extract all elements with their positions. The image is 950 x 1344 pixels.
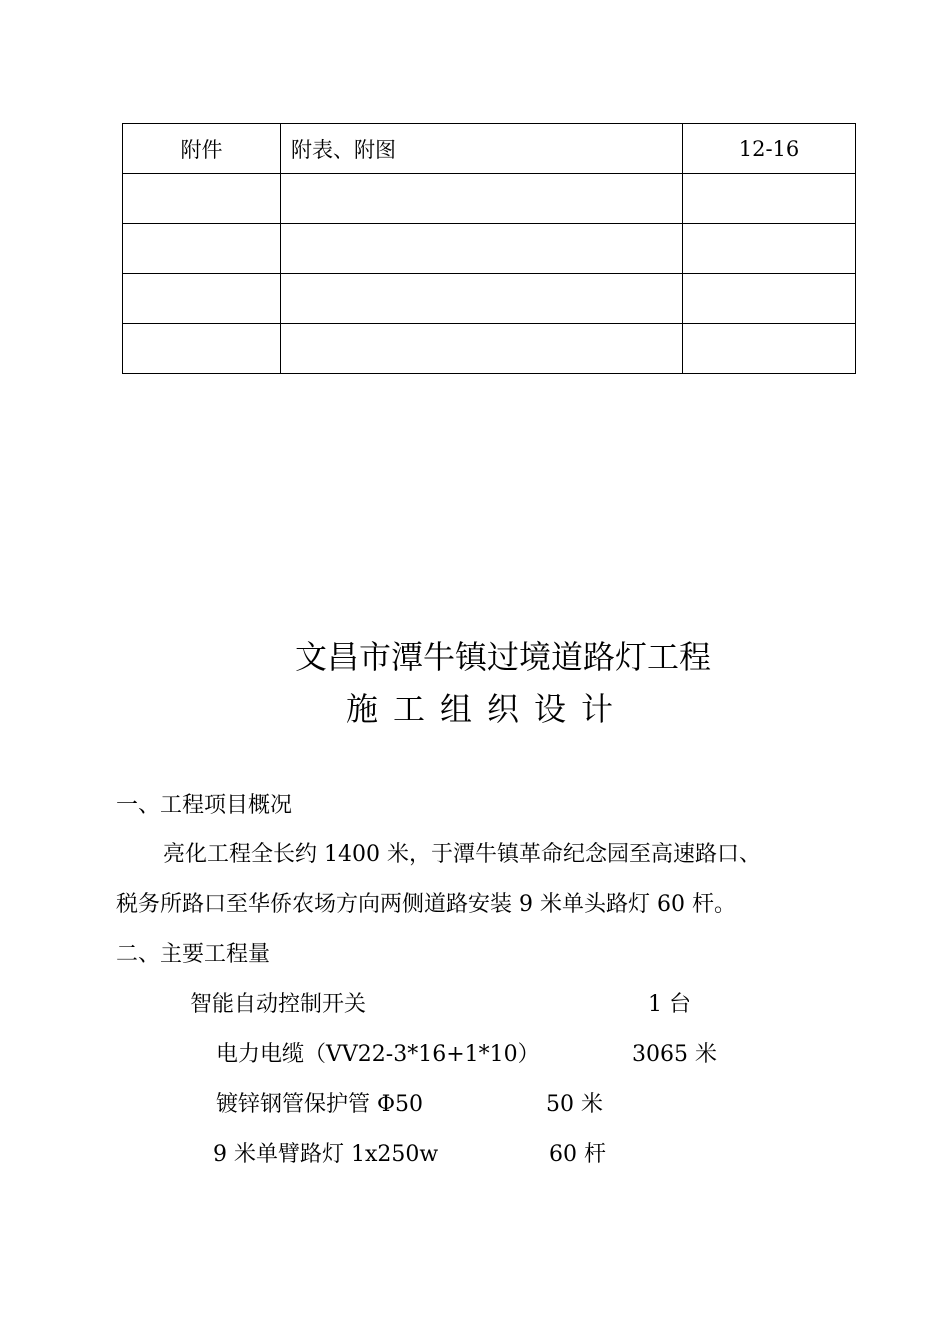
document-title: 文昌市潭牛镇过境道路灯工程 [294, 638, 711, 676]
quantity-item-amount: 1 台 [648, 992, 691, 1017]
quantity-item-amount: 60 杆 [549, 1142, 606, 1167]
row-description: 附表、附图 [281, 124, 683, 174]
row-page-range: 12-16 [683, 124, 856, 174]
row-description [281, 274, 683, 324]
row-description [281, 174, 683, 224]
row-name [123, 224, 281, 274]
overview-paragraph-line-2: 税务所路口至华侨农场方向两侧道路安装 9 米单头路灯 60 杆。 [116, 892, 736, 917]
row-name [123, 274, 281, 324]
quantity-item-name: 9 米单臂路灯 1x250w [213, 1142, 439, 1167]
quantity-item-name: 镀锌钢管保护管 Φ50 [216, 1092, 424, 1117]
row-description [281, 324, 683, 374]
row-name [123, 174, 281, 224]
row-page-range [683, 274, 856, 324]
row-page-range [683, 224, 856, 274]
table-row [123, 274, 856, 324]
section-heading-overview: 一、工程项目概况 [116, 793, 293, 818]
table-row [123, 174, 856, 224]
row-page-range [683, 174, 856, 224]
quantity-item-amount: 50 米 [546, 1092, 603, 1117]
row-name: 附件 [123, 124, 281, 174]
table-row [123, 324, 856, 374]
row-page-range [683, 324, 856, 374]
document-subtitle: 施工组织设计 [345, 690, 628, 728]
attachment-table [122, 123, 856, 374]
row-name [123, 324, 281, 374]
quantity-item-name: 电力电缆（VV22-3*16+1*10） [216, 1042, 540, 1067]
section-heading-quantities: 二、主要工程量 [116, 942, 271, 967]
row-description [281, 224, 683, 274]
table-row [123, 124, 856, 174]
quantity-item-amount: 3065 米 [632, 1042, 717, 1067]
overview-paragraph-line-1: 亮化工程全长约 1400 米，于潭牛镇革命纪念园至高速路口、 [163, 842, 761, 867]
table-row [123, 224, 856, 274]
quantity-item-name: 智能自动控制开关 [190, 992, 367, 1017]
